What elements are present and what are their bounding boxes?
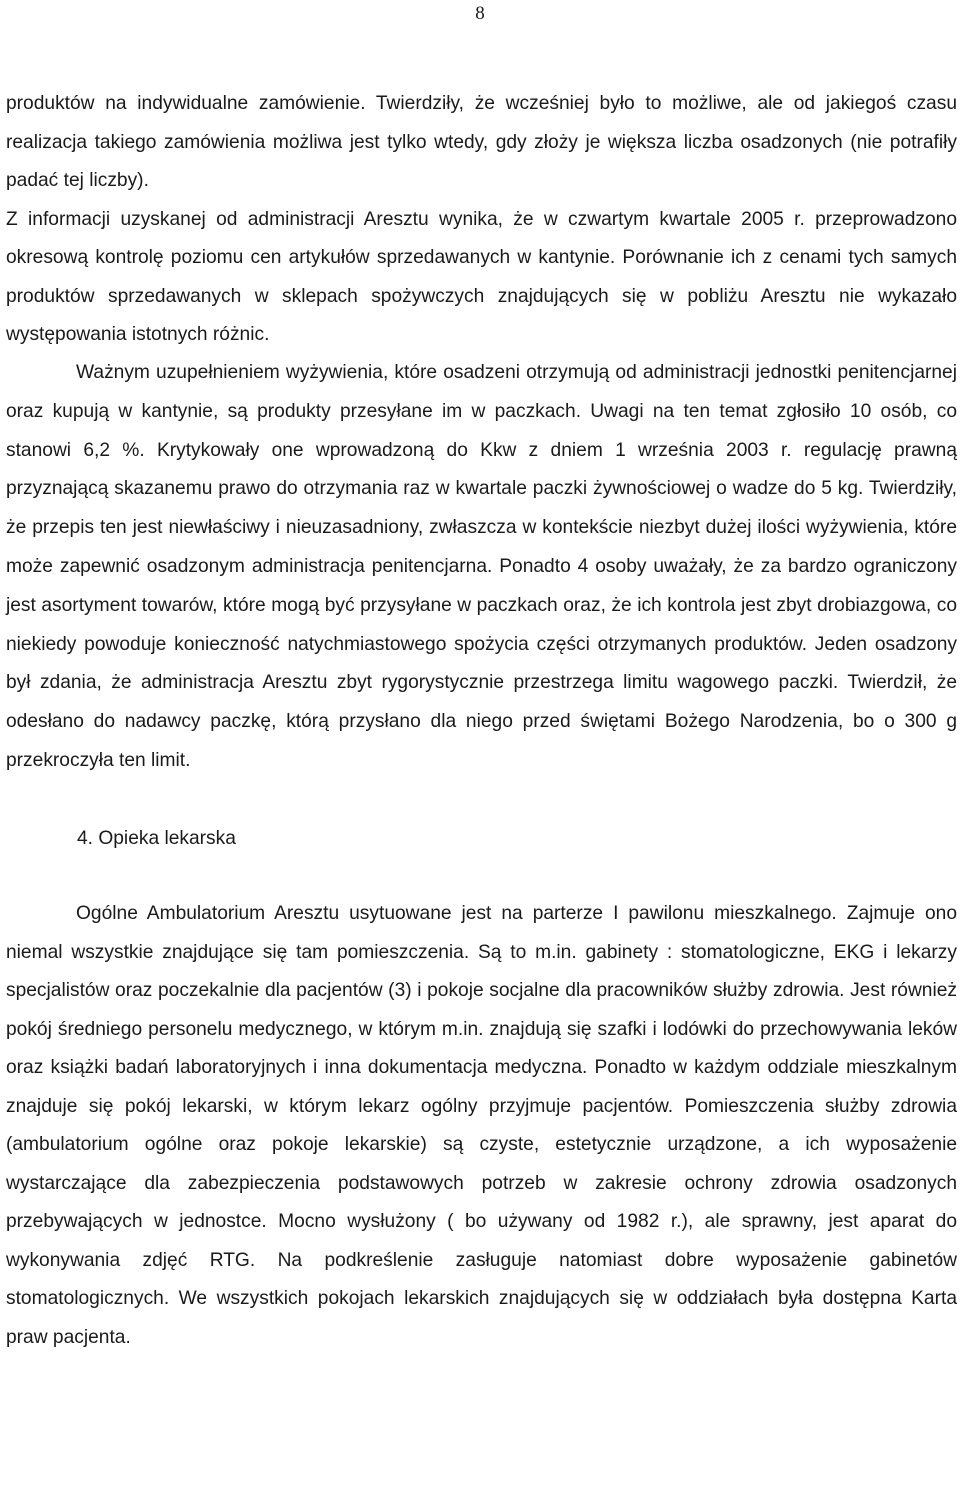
document-body [6, 85, 957, 1357]
section-heading-medical-care: 4. Opieka lekarska [77, 827, 236, 849]
paragraph-ambulatorium: Ogólne Ambulatorium Aresztu usytuowane jest na parterze I pawilonu mieszkalnego. Zajmuje ono niemal wszystkie znajdujące się tam pomieszczenia. Są to m.in. gabinety : stomatologiczne, EKG i lekarzy specjalistów oraz poczekalnie dla pacjentów (3) i pokoje socjalne dla pracowników służby zdrowia. Jest również pokój średniego personelu medycznego, w którym m.in. znajdują się szafki i lodówki do przechowywania leków oraz książki badań laboratoryjnych i inna dokumentacja medyczna. Ponadto w każdym oddziale mieszkalnym znajduje się pokój lekarski, w którym lekarz ogólny przyjmuje pacjentów. Pomieszczenia służby zdrowia (ambulatorium ogólne oraz pokoje lekarskie) są czyste, estetycznie urządzone, a ich wyposażenie wystarczające dla zabezpieczenia podstawowych potrzeb w zakresie ochrony zdrowia osadzonych przebywających w jednostce. Mocno wysłużony ( bo używany od 1982 r.), ale sprawny, jest aparat do wykonywania zdjęć RTG. Na podkreślenie zasługuje natomiast dobre wyposażenie gabinetów stomatologicznych. We wszystkich pokojach lekarskich znajdujących się w oddziałach była dostępna Karta praw pacjenta. [6, 903, 957, 1348]
paragraph-parcels: Ważnym uzupełnieniem wyżywienia, które osadzeni otrzymują od administracji jednostki penitencjarnej oraz kupują w kantynie, są produkty przesyłane im w paczkach. Uwagi na ten temat zgłosiło 10 osób, co stanowi 6,2 %. Krytykowały one wprowadzoną do Kkw z dniem 1 września 2003 r. regulację prawną przyznającą skazanemu prawo do otrzymania raz w kwartale paczki żywnościowej o wadze do 5 kg. Twierdziły, że przepis ten jest niewłaściwy i nieuzasadniony, zwłaszcza w kontekście niezbyt dużej ilości wyżywienia, które może zapewnić osadzonym administracja penitencjarna. Ponadto 4 osoby uważały, że za bardzo ograniczony jest asortyment towarów, które mogą być przysyłane w paczkach oraz, że ich kontrola jest zbyt drobiazgowa, co niekiedy powoduje konieczność natychmiastowego spożycia części otrzymanych produktów. Jeden osadzony był zdania, że administracja Aresztu zbyt rygorystycznie przestrzega limitu wagowego paczki. Twierdził, że odesłano do nadawcy paczkę, którą przysłano dla niego przed świętami Bożego Narodzenia, bo o 300 g przekroczyła ten limit. [6, 361, 957, 771]
paragraph-products-orders: produktów na indywidualne zamówienie. Twierdziły, że wcześniej było to możliwe, ale od jakiegoś czasu realizacja takiego zamówienia możliwa jest tylko wtedy, gdy złoży je większa liczba osadzonych (nie potrafiły padać tej liczby). [6, 93, 957, 192]
paragraph-price-control: Z informacji uzyskanej od administracji Aresztu wynika, że w czwartym kwartale 2005 r. przeprowadzono okresową kontrolę poziomu cen artykułów sprzedawanych w kantynie. Porównanie ich z cenami tych samych produktów sprzedawanych w sklepach spożywczych znajdujących się w pobliżu Aresztu nie wykazało występowania istotnych różnic. [6, 209, 957, 345]
page-number: 8 [475, 3, 485, 24]
